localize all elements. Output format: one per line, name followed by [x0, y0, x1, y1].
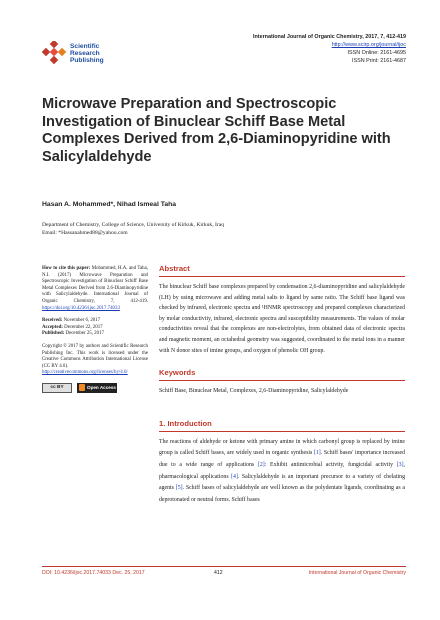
publisher-name-line: Scientific — [70, 42, 100, 50]
citation-link[interactable]: [2] — [257, 461, 265, 468]
article-sidebar — [42, 266, 148, 393]
citation-link[interactable]: [5] — [175, 485, 183, 492]
received-date: November 6, 2017 — [63, 318, 101, 324]
paper-authors: Hasan A. Mohammed*, Nihad Ismeal Taha — [42, 201, 177, 208]
keywords-heading: Keywords — [159, 368, 196, 378]
introduction-heading: 1. Introduction — [159, 418, 212, 428]
footer-journal: International Journal of Organic Chemistry — [308, 570, 406, 576]
cite-text: Mohammed, H.A. and Taha, N.I. (2017) Microwave Preparation and Spectroscopic Investigation of Binuclear Schiff Base Metal Complexes Derived from 2,6-Diaminopyridine with Salicylaldehyde. International Journal of Organic Chemistry, 7, 412-419. — [42, 266, 148, 304]
accepted-label: Accepted: — [42, 324, 63, 330]
keywords-text: Schiff Base, Binuclear Metal, Complexes, 2,6-Diaminopyridine, Salicylaldehyde — [159, 388, 349, 395]
publisher-logo — [42, 40, 182, 66]
article-dates — [42, 318, 148, 338]
main-column — [159, 264, 405, 506]
published-date: December 25, 2017 — [65, 331, 104, 337]
affiliation-text: Department of Chemistry, College of Science, University of Kirkuk, Kirkuk, Iraq — [42, 222, 225, 228]
abstract-divider — [159, 276, 405, 277]
how-to-cite — [42, 266, 148, 312]
published-label: Published: — [42, 331, 65, 337]
license-badges — [42, 383, 148, 393]
license-link[interactable]: http://creativecommons.org/licenses/by/4.0/ — [42, 370, 128, 376]
publisher-name-line: Publishing — [70, 56, 104, 64]
footer-doi: DOI: 10.4236/ijoc.2017.74033 Dec. 25, 2017 — [42, 570, 145, 576]
author-affiliation — [42, 221, 224, 237]
issn-print: ISSN Print: 2161-4687 — [352, 58, 406, 64]
intro-segment: . Schiff bases of salicylaldehyde are well known as the polydentate ligands, coordinating as a deprotonated or neutral forms. Schiff bases — [159, 485, 406, 503]
publisher-name-line: Research — [70, 49, 100, 57]
abstract-heading: Abstract — [159, 264, 190, 273]
abstract-text: The binuclear Schiff base complexes prepared by condensation 2,6-diaminopyridine and salicylaldehyde (LH) by using microwave and adding metal salts to ligand by same ratio. The Schiff base ligand was checked by infrared, electronic spectra and ¹HNMR spectroscopy and prepared complexes characterized by molar conductivity, infrared, electronic spectra and susceptibility measurements. The values of molar conductivities reveal that the complexes are non-electrolytes, from obtained data of electronic spectra and magnetic moment, an octahedral geometry was suggested, coordinated to the metal ions in a manner with N donor sites of imine groups, and oxygen of phenolic OH group. — [159, 284, 405, 354]
cite-label: How to cite this paper: — [42, 266, 91, 271]
cc-by-badge[interactable]: cc BY — [42, 383, 72, 393]
intro-segment: . Salicylaldehyde is an important precursor to a variety of chelating agents — [159, 473, 405, 492]
copyright-text: Copyright © 2017 by authors and Scientific Research Publishing Inc. This work is licensed under the Creative Commons Attribution International License (CC BY 4.0). — [42, 343, 148, 369]
journal-citation: International Journal of Organic Chemistry, 2017, 7, 412-419 — [253, 34, 406, 40]
scirp-logo-icon — [42, 41, 66, 65]
introduction-divider — [159, 431, 405, 432]
page-number: 412 — [214, 570, 223, 576]
paper-title: Microwave Preparation and Spectroscopic Investigation of Binuclear Schiff Base Metal Complexes Derived from 2,6-Diaminopyridine with Salicylaldehyde — [42, 96, 391, 165]
intro-segment: . Schiff bases' importance increased due to a wide range of applications — [159, 450, 405, 468]
open-access-lock-icon — [79, 384, 85, 391]
open-access-badge — [77, 383, 117, 393]
issn-online: ISSN Online: 2161-4695 — [347, 50, 406, 56]
citation-link[interactable]: [4] — [231, 473, 238, 480]
citation-link[interactable]: [3] — [396, 461, 404, 468]
journal-info — [253, 33, 406, 65]
author-email: Email: *Hassanahmed88@yahoo.com — [42, 230, 128, 236]
copyright-notice — [42, 344, 148, 377]
introduction-text — [159, 437, 405, 507]
intro-segment: , pharmacological applications — [159, 461, 405, 480]
keywords-divider — [159, 380, 405, 381]
intro-segment: : Exhibit antimicrobial activity, fungicidal activity — [264, 461, 393, 468]
intro-segment: The reactions of aldehyde or ketone with primary amine in which carbonyl group is replaced by imine group is called Schiff bases, are widely used in organic synthesis — [159, 438, 405, 457]
open-access-label: Open Access — [87, 384, 116, 390]
journal-url-link[interactable]: http://www.scirp.org/journal/ijoc — [331, 42, 406, 48]
citation-link[interactable]: [1] — [313, 450, 321, 457]
publisher-name — [70, 43, 104, 64]
doi-link[interactable]: https://doi.org/10.4236/ijoc.2017.74033 — [42, 305, 120, 311]
accepted-date: December 22, 2017 — [64, 324, 103, 330]
received-label: Received: — [42, 318, 63, 324]
footer-divider — [42, 566, 406, 567]
